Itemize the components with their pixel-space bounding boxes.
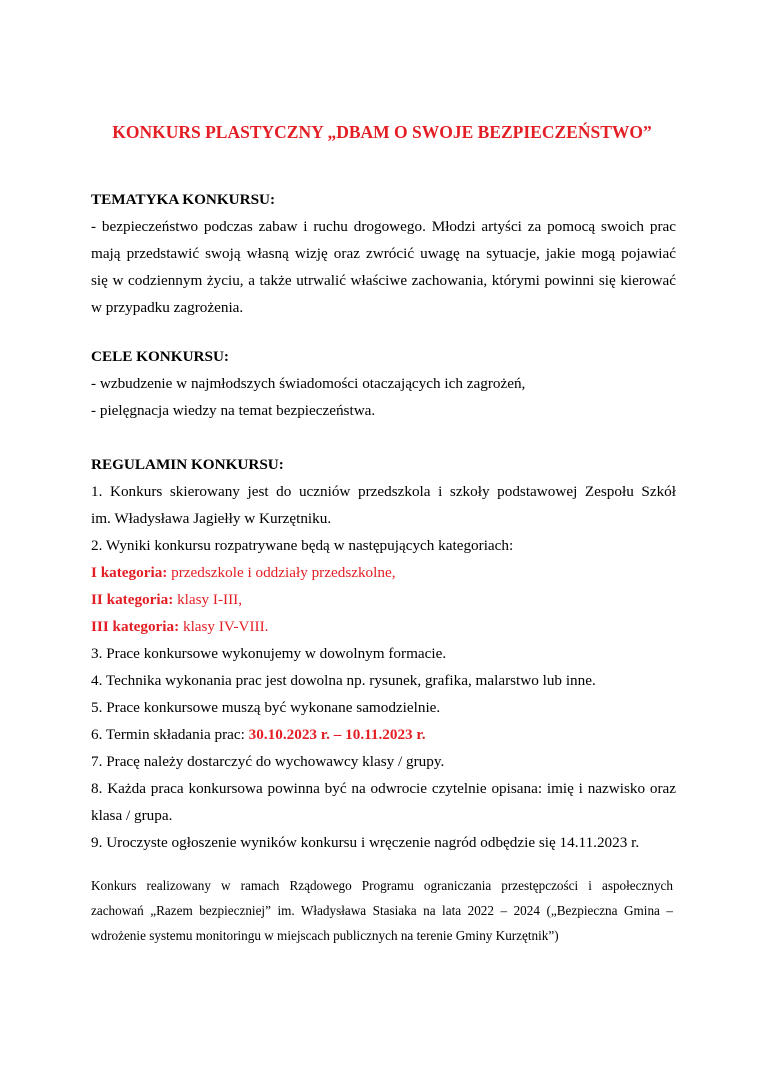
section-heading-cele: CELE KONKURSU: bbox=[91, 348, 229, 365]
section-heading-tematyka: TEMATYKA KONKURSU: bbox=[91, 191, 276, 208]
category-3-label: III kategoria: bbox=[91, 618, 180, 635]
section-heading-regulamin: REGULAMIN KONKURSU: bbox=[91, 456, 284, 473]
section-tematyka bbox=[91, 186, 676, 321]
document-title: KONKURS PLASTYCZNY „DBAM O SWOJE BEZPIECZEŃSTWO” bbox=[112, 122, 652, 142]
rule-item-5: 5. Prace konkursowe muszą być wykonane samodzielnie. bbox=[91, 699, 441, 716]
rule-item-9: 9. Uroczyste ogłoszenie wyników konkursu i wręczenie nagród odbędzie się 14.11.2023 r. bbox=[91, 834, 640, 851]
submission-dates: 30.10.2023 r. – 10.11.2023 r. bbox=[248, 726, 426, 743]
category-2 bbox=[91, 586, 676, 613]
rule-item-3: 3. Prace konkursowe wykonujemy w dowolnym formacie. bbox=[91, 645, 447, 662]
category-2-text: klasy I-III, bbox=[173, 591, 243, 608]
rule-item-1: 1. Konkurs skierowany jest do uczniów przedszkola i szkoły podstawowej Zespołu Szkół bbox=[91, 483, 676, 500]
footer-line: Konkurs realizowany w ramach Rządowego Programu ograniczania przestępczości i aspołecznych bbox=[91, 878, 673, 893]
category-3 bbox=[91, 613, 676, 640]
paragraph-line: w przypadku zagrożenia. bbox=[91, 299, 244, 316]
paragraph-line: mają przedstawić swoją własną wizję oraz zwrócić uwagę na sytuacje, jakie mogą pojawiać bbox=[91, 245, 676, 262]
footer-line: zachowań „Razem bezpieczniej” im. Władysława Stasiaka na lata 2022 – 2024 („Bezpieczna Gmina – bbox=[91, 903, 673, 918]
category-1 bbox=[91, 559, 676, 586]
footer-note bbox=[91, 873, 673, 948]
section-cele bbox=[91, 343, 676, 424]
rule-item-2: 2. Wyniki konkursu rozpatrywane będą w następujących kategoriach: bbox=[91, 537, 514, 554]
paragraph-line: - bezpieczeństwo podczas zabaw i ruchu drogowego. Młodzi artyści za pomocą swoich prac bbox=[91, 218, 676, 235]
category-1-text: przedszkole i oddziały przedszkolne, bbox=[167, 564, 396, 581]
rule-item-6 bbox=[91, 721, 676, 748]
rule-item-8: 8. Każda praca konkursowa powinna być na odwrocie czytelnie opisana: imię i nazwisko oraz bbox=[91, 780, 676, 797]
rule-item-7: 7. Pracę należy dostarczyć do wychowawcy klasy / grupy. bbox=[91, 753, 445, 770]
rule-item-4: 4. Technika wykonania prac jest dowolna np. rysunek, grafika, malarstwo lub inne. bbox=[91, 672, 596, 689]
section-regulamin bbox=[91, 451, 676, 856]
rule-item-8-cont: klasa / grupa. bbox=[91, 807, 173, 824]
rule-item-1-cont: im. Władysława Jagiełły w Kurzętniku. bbox=[91, 510, 332, 527]
rule-item-6-text: 6. Termin składania prac: bbox=[91, 726, 249, 743]
category-3-text: klasy IV-VIII. bbox=[179, 618, 269, 635]
footer-line: wdrożenie systemu monitoringu w miejscach publicznych na terenie Gminy Kurzętnik”) bbox=[91, 928, 559, 943]
paragraph-line: się w codziennym życiu, a także utrwalić właściwe zachowania, którymi powinni się kierować bbox=[91, 272, 676, 289]
category-1-label: I kategoria: bbox=[91, 564, 168, 581]
category-2-label: II kategoria: bbox=[91, 591, 174, 608]
list-item: - wzbudzenie w najmłodszych świadomości otaczających ich zagrożeń, bbox=[91, 375, 526, 392]
list-item: - pielęgnacja wiedzy na temat bezpieczeństwa. bbox=[91, 402, 376, 419]
